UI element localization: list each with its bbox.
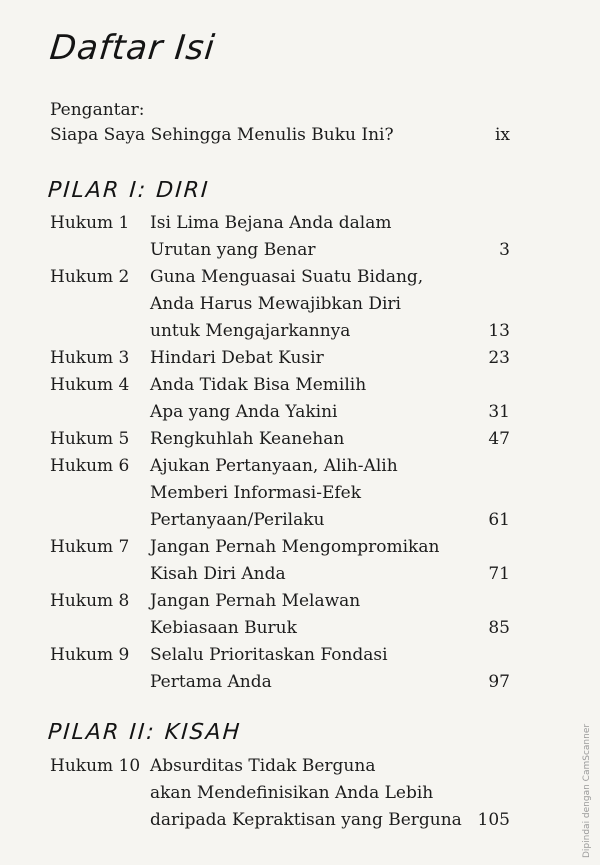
entry-label: Hukum 10 bbox=[50, 756, 141, 776]
entry-page-number: 71 bbox=[488, 564, 510, 584]
entry-title-line: Guna Menguasai Suatu Bidang, bbox=[150, 267, 424, 287]
intro-label: Pengantar: bbox=[50, 100, 145, 120]
entry-label: Hukum 3 bbox=[50, 348, 130, 368]
entry-title-line: akan Mendefinisikan Anda Lebih bbox=[150, 783, 434, 803]
entry-title-line: Isi Lima Bejana Anda dalam bbox=[150, 213, 392, 233]
entry-title-line: untuk Mengajarkannya bbox=[150, 321, 351, 341]
entry-label: Hukum 5 bbox=[50, 429, 130, 449]
entry-page-number: 13 bbox=[488, 321, 510, 341]
entry-title-line: daripada Kepraktisan yang Berguna bbox=[150, 810, 462, 830]
scanner-watermark bbox=[580, 720, 594, 860]
entry-title-line: Rengkuhlah Keanehan bbox=[150, 429, 345, 449]
entry-page-number: 97 bbox=[488, 672, 510, 692]
entry-title-line: Pertanyaan/Perilaku bbox=[150, 510, 325, 530]
entry-page-number: 47 bbox=[488, 429, 510, 449]
entry-title-line: Ajukan Pertanyaan, Alih-Alih bbox=[150, 456, 398, 476]
intro-title: Siapa Saya Sehingga Menulis Buku Ini? bbox=[50, 125, 394, 145]
page-title: Daftar Isi bbox=[47, 28, 218, 68]
entry-page-number: 61 bbox=[488, 510, 510, 530]
entry-title-line: Kebiasaan Buruk bbox=[150, 618, 297, 638]
section-heading-pilar-2: PILAR II: KISAH bbox=[47, 720, 243, 745]
scanner-watermark-text: Dipindai dengan CamScanner bbox=[582, 723, 592, 858]
entry-page-number: 105 bbox=[477, 810, 510, 830]
entry-title-line: Anda Tidak Bisa Memilih bbox=[150, 375, 367, 395]
section-heading-pilar-1: PILAR I: DIRI bbox=[47, 178, 211, 203]
entry-title-line: Hindari Debat Kusir bbox=[150, 348, 324, 368]
intro-page-number: ix bbox=[494, 125, 510, 145]
entry-title-line: Jangan Pernah Melawan bbox=[150, 591, 361, 611]
entry-label: Hukum 2 bbox=[50, 267, 130, 287]
entry-label: Hukum 9 bbox=[50, 645, 130, 665]
entry-label: Hukum 7 bbox=[50, 537, 130, 557]
entry-title-line: Selalu Prioritaskan Fondasi bbox=[150, 645, 388, 665]
entry-label: Hukum 1 bbox=[50, 213, 130, 233]
entry-title-line: Anda Harus Mewajibkan Diri bbox=[150, 294, 401, 314]
entry-page-number: 31 bbox=[488, 402, 510, 422]
entry-title-line: Kisah Diri Anda bbox=[150, 564, 286, 584]
entry-title-line: Jangan Pernah Mengompromikan bbox=[150, 537, 440, 557]
entry-label: Hukum 8 bbox=[50, 591, 130, 611]
entry-label: Hukum 6 bbox=[50, 456, 130, 476]
entry-page-number: 23 bbox=[488, 348, 510, 368]
entry-title-line: Apa yang Anda Yakini bbox=[150, 402, 338, 422]
entry-title-line: Urutan yang Benar bbox=[150, 240, 316, 260]
entry-page-number: 3 bbox=[499, 240, 510, 260]
entry-title-line: Memberi Informasi-Efek bbox=[150, 483, 362, 503]
entry-label: Hukum 4 bbox=[50, 375, 130, 395]
entry-title-line: Absurditas Tidak Berguna bbox=[150, 756, 376, 776]
entry-title-line: Pertama Anda bbox=[150, 672, 272, 692]
entry-page-number: 85 bbox=[488, 618, 510, 638]
